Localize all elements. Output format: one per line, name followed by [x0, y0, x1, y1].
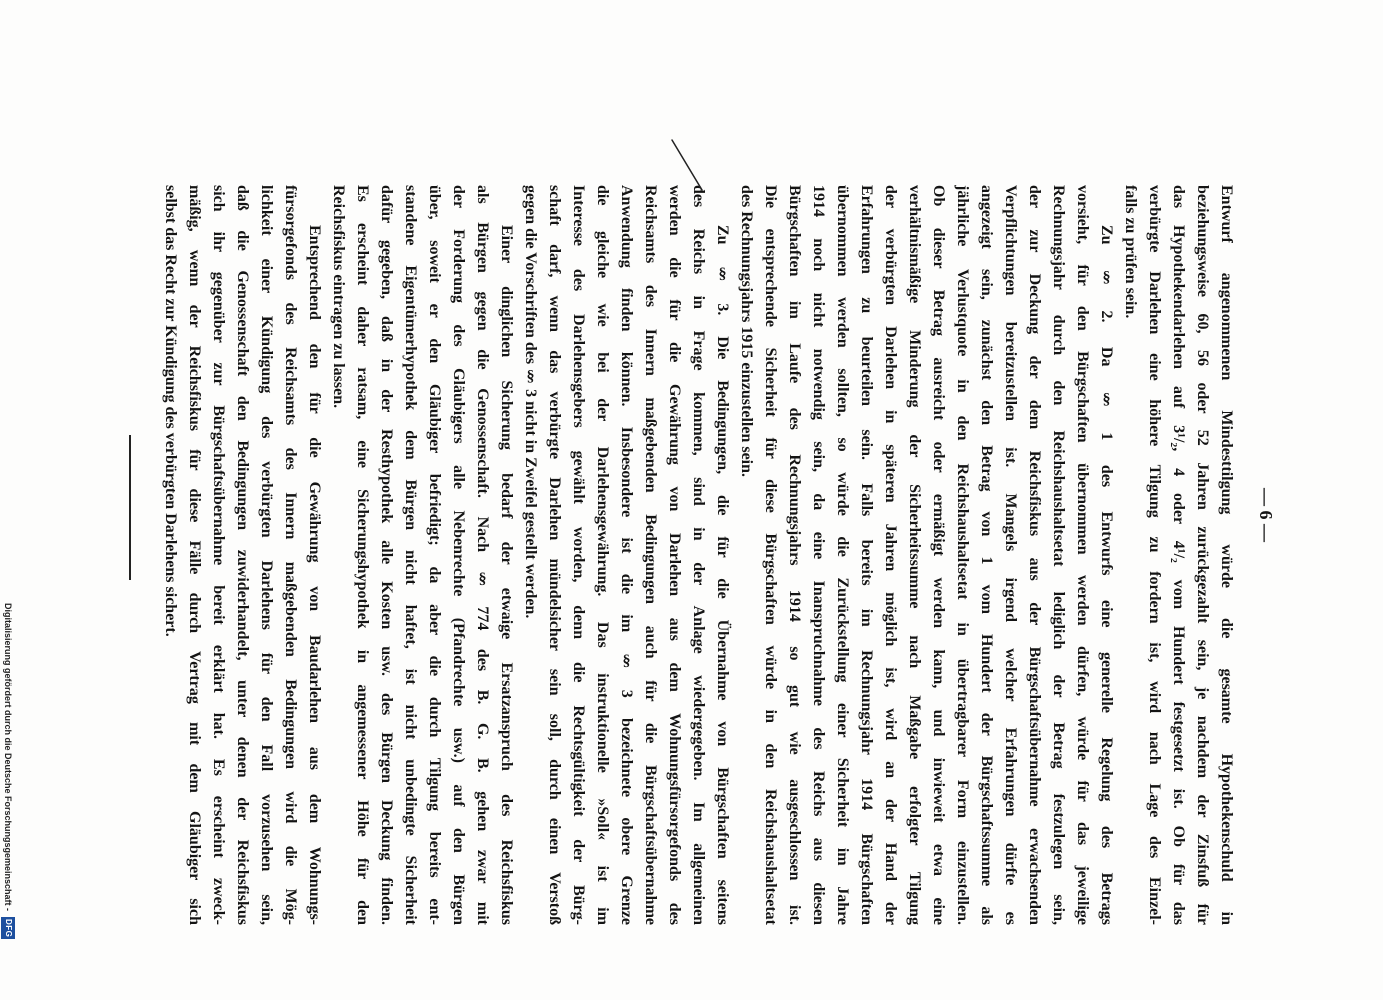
text-line: der zur Deckung der dem Reichsfiskus aus der Bürgschaftsübernahme erwachsenden: [1026, 185, 1043, 925]
page-number: — 6 —: [1256, 488, 1276, 542]
text-line: fürsorgefonds des Reichsamts des Innern maßgebenden Bedingungen wird die Mög-: [282, 185, 299, 925]
text-line: beziehungsweise 60, 56 oder 52 Jahren zurückgezahlt sein, je nachdem der Zinsfuß für: [1194, 185, 1211, 925]
text-line: jährliche Verlustquote in den Reichshaushaltsetat in übertragbarer Form einzustellen.: [954, 185, 971, 925]
credit-text: Digitalisierung gefördert durch die Deutsche Forschungsgemeinschaft -: [3, 603, 13, 912]
text-line: der Forderung des Gläubigers alle Nebenrechte (Pfandrechte usw.) auf den Bürgen: [450, 185, 467, 925]
text-line: angezeigt sein, zunächst den Betrag von 1 vom Hundert der Bürgschaftssumme als: [978, 185, 995, 925]
text-line: Reichsamts des Innern maßgebenden Bedingungen auch für die Bürgschaftsübernahme: [642, 185, 659, 925]
text-line: des Reichs in Frage kommen, sind in der Anlage wiedergegeben. Im allgemeinen: [690, 185, 707, 925]
text-line: selbst das Recht zur Kündigung des verbürgten Darlehens sichert.: [162, 185, 179, 637]
text-line: Ob dieser Betrag ausreicht oder ermäßigt werden kann, und inwieweit etwa eine: [930, 185, 947, 925]
text-line: verhältnismäßige Minderung der Sicherheitssumme nach Maßgabe erfolgter Tilgung: [906, 185, 923, 925]
text-line: übernommen werden sollten, so würde die Zurückstellung einer Sicherheit im Jahre: [834, 185, 851, 925]
digitization-credit: [1, 603, 15, 995]
text-line: als Bürgen gegen die Genossenschaft. Nach § 774 des B. G. B. gehen zwar mit: [474, 185, 491, 925]
pen-mark: [660, 130, 720, 200]
text-line: gegen die Vorschriften des § 3 nicht in Zweifel gestellt werden.: [522, 185, 539, 619]
text-line: Verpflichtungen bereitzustellen ist. Mangels irgend welcher Erfahrungen dürfte es: [1002, 185, 1019, 925]
body-text: [158, 185, 1238, 925]
text-line: Anwendung finden können. Insbesondere ist die im § 3 bezeichnete obere Grenze: [618, 185, 635, 925]
text-line: des Rechnungsjahrs 1915 einzustellen sein.: [738, 185, 755, 478]
text-line: mäßig, wenn der Reichsfiskus für diese Fälle durch Vertrag mit dem Gläubiger sich: [186, 185, 203, 925]
text-line: falls zu prüfen sein.: [1122, 185, 1139, 319]
text-line: der verbürgten Darlehen in späteren Jahren möglich ist, wird an der Hand der: [882, 185, 899, 925]
text-line: werden die für die Gewährung von Darlehen aus dem Wohnungsfürsorgefonds des: [666, 185, 683, 925]
text-line: Es erscheint daher ratsam, eine Sicherungshypothek in angemessener Höhe für den: [354, 185, 371, 925]
text-line: sich ihr gegenüber zur Bürgschaftsübernahme bereit erklärt hat. Es erscheint zweck-: [210, 185, 227, 925]
text-line: standene Eigentümerhypothek dem Bürgen nicht haftet, ist nicht unbedingte Sicherheit: [402, 185, 419, 925]
text-line: Reichsfiskus eintragen zu lassen.: [330, 185, 347, 409]
text-line: 1914 noch nicht notwendig sein, da eine Inanspruchnahme des Reichs aus diesen: [810, 185, 827, 925]
text-line: vorsieht, für den Bürgschaften übernommen werden dürfen, würde für das jeweilige: [1074, 185, 1091, 925]
text-line: Erfahrungen zu beurteilen sein. Falls bereits im Rechnungsjahr 1914 Bürgschaften: [858, 185, 875, 925]
text-line: Entwurf angenommenen Mindesttilgung würde die gesamte Hypothekenschuld in: [1218, 185, 1235, 925]
dfg-logo: DFG: [1, 917, 15, 939]
text-line: Entsprechend den für die Gewährung von Baudarlehen aus dem Wohnungs-: [306, 225, 323, 925]
text-line: Bürgschaften im Laufe des Rechnungsjahrs 1914 so gut wie ausgeschlossen ist.: [786, 185, 803, 925]
text-line: Zu § 3. Die Bedingungen, die für die Übernahme von Bürgschaften seitens: [714, 225, 731, 925]
text-line: Interesse des Darlehensgebers gewählt worden, denn die Rechtsgültigkeit der Bürg-: [570, 185, 587, 925]
text-line: verbürgte Darlehen eine höhere Tilgung zu fordern ist, wird nach Lage des Einzel-: [1146, 185, 1163, 925]
text-line: schaft darf, wenn das verbürgte Darlehen mündelsicher sein soll, durch einen Verstoß: [546, 185, 563, 925]
text-line: Zu § 2. Da § 1 des Entwurfs eine generelle Regelung des Betrags: [1098, 225, 1115, 925]
text-line: dafür gegeben, daß in der Resthypothek alle Kosten usw. des Bürgen Deckung finden.: [378, 185, 395, 925]
text-line: Die entsprechende Sicherheit für diese Bürgschaften würde in den Reichshaushaltsetat: [762, 185, 779, 925]
text-line: über, soweit er den Gläubiger befriedigt; da aber die durch Tilgung bereits ent-: [426, 185, 443, 925]
text-line: lichkeit einer Kündigung des verbürgten Darlehens für den Fall vorzusehen sein,: [258, 185, 275, 925]
text-line: Rechnungsjahr durch den Reichshaushaltsetat lediglich der Betrag festzulegen sein,: [1050, 185, 1067, 925]
text-line: Einer dinglichen Sicherung bedarf der etwaige Ersatzanspruch des Reichsfiskus: [498, 225, 515, 925]
text-line: das Hypothekendarlehen auf 3¹/₂, 4 oder 4¹/₂ vom Hundert festgesetzt ist. Ob für das: [1170, 185, 1187, 925]
text-line: die gleiche wie bei der Darlehensgewährung. Das instruktionelle »Soll« ist im: [594, 185, 611, 925]
text-line: daß die Genossenschaft den Bedingungen zuwiderhandelt, unter denen der Reichsfiskus: [234, 185, 251, 925]
section-rule: [129, 435, 131, 580]
